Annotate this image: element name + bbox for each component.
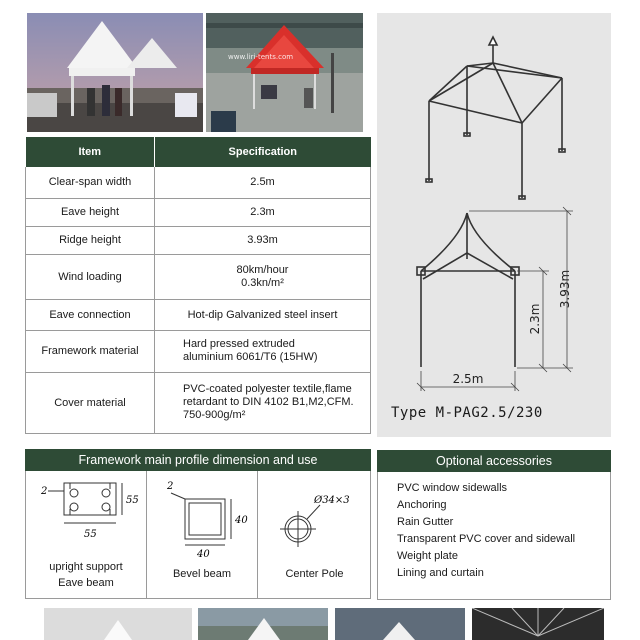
- specification-table: [25, 137, 371, 434]
- item-cell: Eave height: [26, 198, 155, 226]
- accessory-item: Anchoring: [397, 499, 447, 511]
- tent-photo-red: [206, 13, 363, 132]
- spec-cell: 3.93m: [155, 226, 371, 254]
- table-row: [26, 198, 371, 226]
- dimension-eave-height: 2.3m: [528, 303, 542, 335]
- bottom-photo-2: [198, 608, 328, 640]
- accessory-item: Rain Gutter: [397, 516, 454, 528]
- table-row: [26, 330, 371, 372]
- profile-upright-support: [26, 471, 146, 599]
- watermark: www.liri-tents.com: [228, 53, 294, 61]
- spec-cell: Hot-dip Galvanized steel insert: [155, 299, 371, 330]
- accessory-item: Transparent PVC cover and sidewall: [397, 533, 576, 545]
- dimension-label: 55: [126, 495, 139, 506]
- dimension-width: 2.5m: [452, 372, 484, 386]
- table-row: [26, 254, 371, 299]
- item-cell: Framework material: [26, 330, 155, 372]
- accessory-item: PVC window sidewalls: [397, 482, 508, 494]
- bottom-photo-1: [44, 608, 192, 640]
- accessory-item: Weight plate: [397, 550, 458, 562]
- item-cell: Cover material: [26, 372, 155, 433]
- frame-drawing: [377, 13, 611, 403]
- profile-caption: Bevel beam: [172, 568, 232, 580]
- technical-drawing-panel: [377, 13, 611, 437]
- table-row: [26, 167, 371, 198]
- bevel-profile-diagram: [147, 471, 257, 561]
- spec-line: PVC-coated polyester textile,flame: [183, 383, 352, 395]
- accessories-title: Optional accessories: [377, 450, 611, 472]
- model-type-label: Type M-PAG2.5/230: [391, 405, 543, 421]
- profile-center-pole: [258, 471, 371, 599]
- accessories-box: [377, 472, 611, 600]
- profile-section-title: Framework main profile dimension and use: [25, 449, 371, 471]
- tent-photo-exhibition: [27, 13, 203, 132]
- spec-cell: 2.3m: [155, 198, 371, 226]
- accessory-item: Lining and curtain: [397, 567, 484, 579]
- profile-bevel-beam: [147, 471, 257, 599]
- dimension-label: Ø34×3: [314, 495, 350, 506]
- item-cell: Eave connection: [26, 299, 155, 330]
- upright-profile-diagram: [26, 471, 146, 551]
- dimension-ridge-height: 3.93m: [558, 269, 572, 309]
- dimension-label: 55: [84, 529, 97, 540]
- dimension-label: 40: [197, 549, 210, 560]
- spec-cell: [155, 330, 371, 372]
- dimension-label: 2: [41, 486, 48, 497]
- spec-line: 750-900g/m²: [183, 409, 246, 421]
- header-specification: Specification: [155, 137, 371, 167]
- item-cell: Wind loading: [26, 254, 155, 299]
- spec-line: aluminium 6061/T6 (15HW): [183, 351, 318, 363]
- dimension-label: 2: [167, 481, 174, 492]
- table-row: [26, 226, 371, 254]
- spec-line: Hard pressed extruded: [183, 338, 295, 350]
- center-pole-diagram: [258, 471, 371, 561]
- profile-caption: Center Pole: [285, 568, 344, 580]
- accessories-list: [397, 480, 575, 582]
- spec-cell: [155, 254, 371, 299]
- table-row: [26, 299, 371, 330]
- profile-caption: Eave beam: [58, 577, 114, 589]
- spec-line: retardant to DIN 4102 B1,M2,CFM.: [183, 396, 354, 408]
- bottom-photo-3: [335, 608, 465, 640]
- item-cell: Clear-span width: [26, 167, 155, 198]
- spec-cell: 2.5m: [155, 167, 371, 198]
- table-row: [26, 372, 371, 433]
- profile-caption: upright support: [49, 561, 123, 573]
- header-item: Item: [26, 137, 155, 167]
- profile-section: [25, 471, 371, 599]
- dimension-label: 40: [235, 515, 248, 526]
- spec-line: 80km/hour: [236, 263, 289, 276]
- item-cell: Ridge height: [26, 226, 155, 254]
- bottom-photo-4: [472, 608, 604, 640]
- spec-line: 0.3kn/m²: [241, 276, 284, 289]
- spec-cell: [155, 372, 371, 433]
